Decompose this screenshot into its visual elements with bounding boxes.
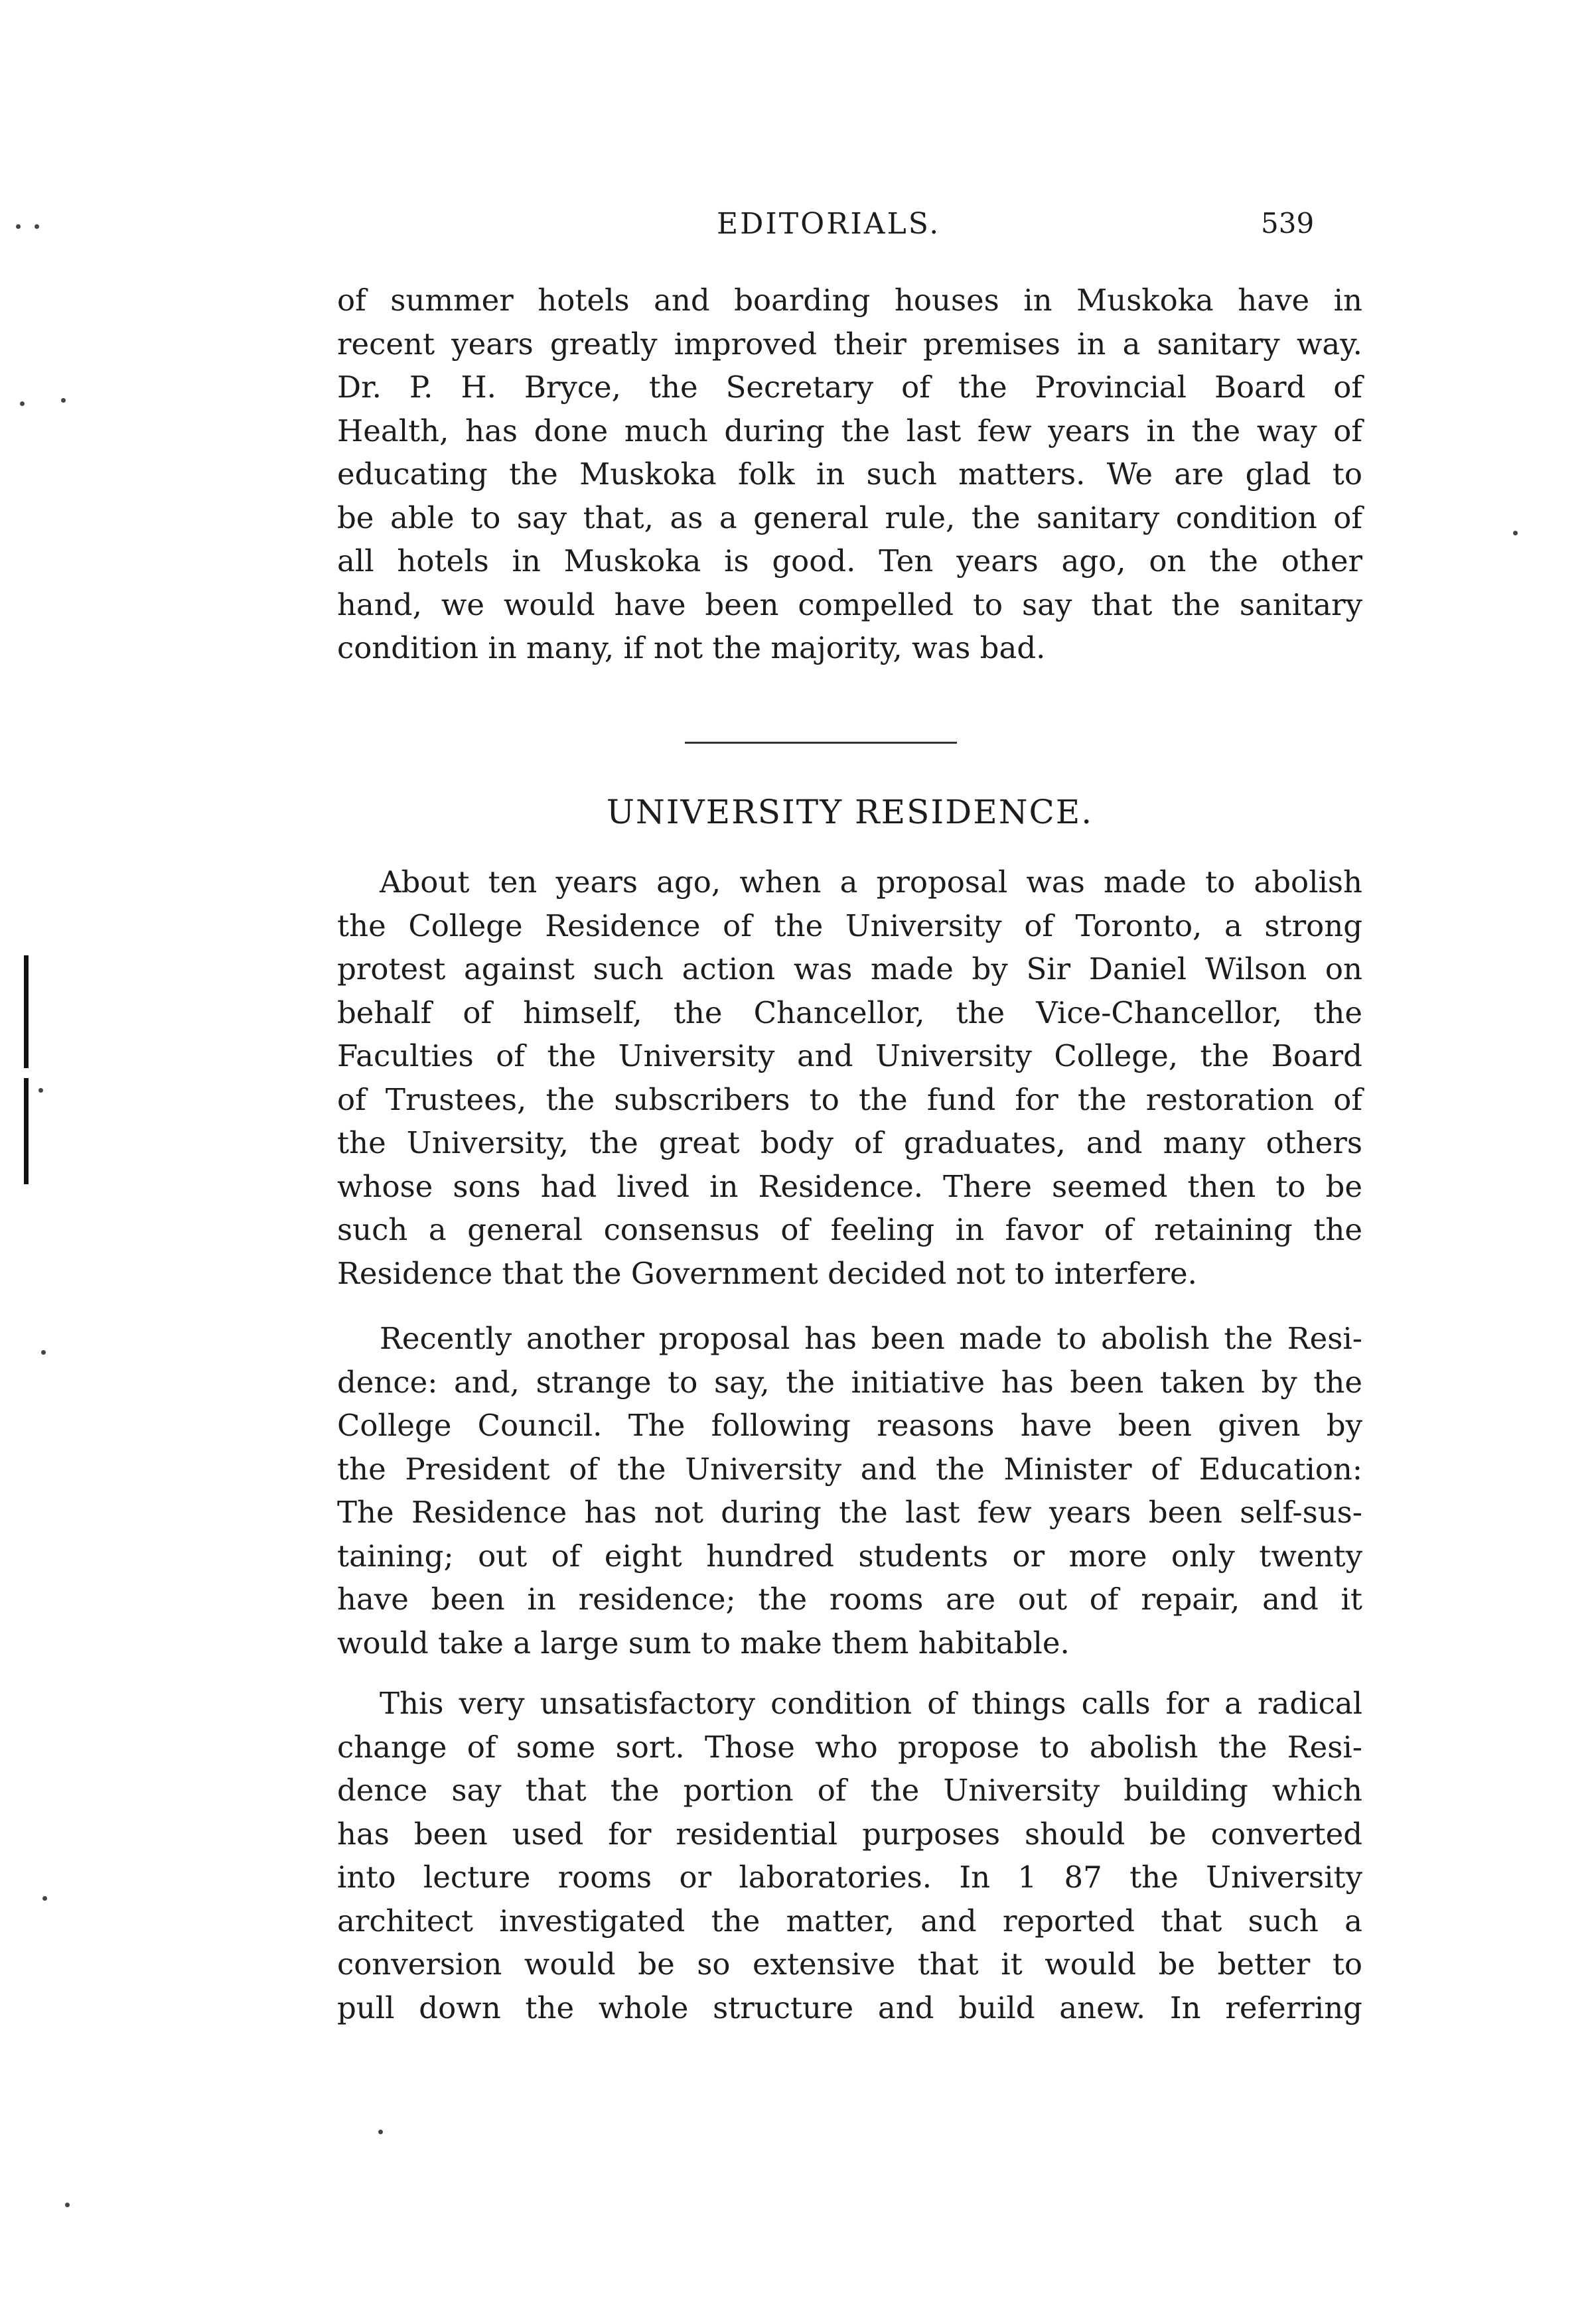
text-line: such a general consensus of feeling in favor of retaining the <box>337 1212 1362 1247</box>
text-line: change of some sort. Those who propose to abolish the Resi- <box>337 1729 1362 1765</box>
text-line: architect investigated the matter, and reported that such a <box>337 1903 1362 1939</box>
page-number: 539 <box>1261 207 1315 239</box>
margin-speck <box>65 2203 70 2207</box>
page-speck <box>1513 531 1518 535</box>
margin-speck <box>35 224 39 229</box>
text-line: of Trustees, the subscribers to the fund for the restoration of <box>337 1081 1362 1117</box>
section-divider <box>685 742 957 744</box>
text-line: College Council. The following reasons have been given by <box>337 1408 1362 1443</box>
section-title: UNIVERSITY RESIDENCE. <box>606 793 1094 831</box>
margin-speck <box>20 401 25 406</box>
margin-speck <box>16 224 21 229</box>
margin-speck <box>41 1350 46 1355</box>
text-line: pull down the whole structure and build anew. In referring <box>337 1990 1362 2025</box>
continuation-paragraph <box>337 279 1362 670</box>
margin-mark <box>24 1078 29 1184</box>
text-line: the President of the University and the Minister of Education: <box>337 1451 1362 1487</box>
text-line: dence say that the portion of the University building which <box>337 1773 1362 1808</box>
text-line: whose sons had lived in Residence. There seemed then to be <box>337 1168 1362 1204</box>
paragraph <box>337 860 1362 1295</box>
text-line: all hotels in Muskoka is good. Ten years ago, on the other <box>337 543 1362 579</box>
text-line: recent years greatly improved their premises in a sanitary way. <box>337 326 1362 362</box>
margin-speck <box>42 1896 47 1901</box>
page-speck <box>378 2130 383 2134</box>
text-line: the University, the great body of graduates, and many others <box>337 1125 1362 1160</box>
paragraph <box>337 1682 1362 2029</box>
text-line: Health, has done much during the last few years in the way of <box>337 413 1362 448</box>
text-line: educating the Muskoka folk in such matters. We are glad to <box>337 456 1362 492</box>
text-line: protest against such action was made by Sir Daniel Wilson on <box>337 951 1362 987</box>
text-line: Residence that the Government decided not to interfere. <box>337 1255 1197 1291</box>
text-line: condition in many, if not the majority, was bad. <box>337 630 1046 665</box>
text-line: hand, we would have been compelled to say that the sanitary <box>337 586 1362 622</box>
margin-speck <box>61 398 66 403</box>
text-line: taining; out of eight hundred students or more only twenty <box>337 1538 1362 1574</box>
margin-mark <box>24 955 29 1068</box>
text-line: the College Residence of the University of Toronto, a strong <box>337 908 1362 943</box>
text-line: Faculties of the University and University College, the Board <box>337 1038 1362 1073</box>
text-line: into lecture rooms or laboratories. In 1 87 the University <box>337 1860 1362 1895</box>
text-line: dence: and, strange to say, the initiative has been taken by the <box>337 1364 1362 1400</box>
text-line: conversion would be so extensive that it would be better to <box>337 1947 1362 1982</box>
text-line: About ten years ago, when a proposal was made to abolish <box>380 864 1362 900</box>
text-line: has been used for residential purposes should be converted <box>337 1816 1362 1852</box>
text-line: be able to say that, as a general rule, the sanitary condition of <box>337 500 1362 535</box>
page-header: EDITORIALS. <box>717 207 941 241</box>
text-line: Dr. P. H. Bryce, the Secretary of the Provincial Board of <box>337 370 1362 405</box>
text-line: would take a large sum to make them habitable. <box>337 1625 1070 1661</box>
text-line: behalf of himself, the Chancellor, the Vice-Chancellor, the <box>337 994 1362 1030</box>
text-line: The Residence has not during the last few years been self-sus- <box>337 1495 1362 1530</box>
text-line: Recently another proposal has been made to abolish the Resi- <box>380 1321 1362 1356</box>
margin-speck <box>38 1088 43 1093</box>
text-line: This very unsatisfactory condition of things calls for a radical <box>380 1686 1362 1721</box>
text-line: have been in residence; the rooms are out of repair, and it <box>337 1582 1362 1617</box>
paragraph <box>337 1317 1362 1665</box>
text-line: of summer hotels and boarding houses in Muskoka have in <box>337 283 1362 318</box>
